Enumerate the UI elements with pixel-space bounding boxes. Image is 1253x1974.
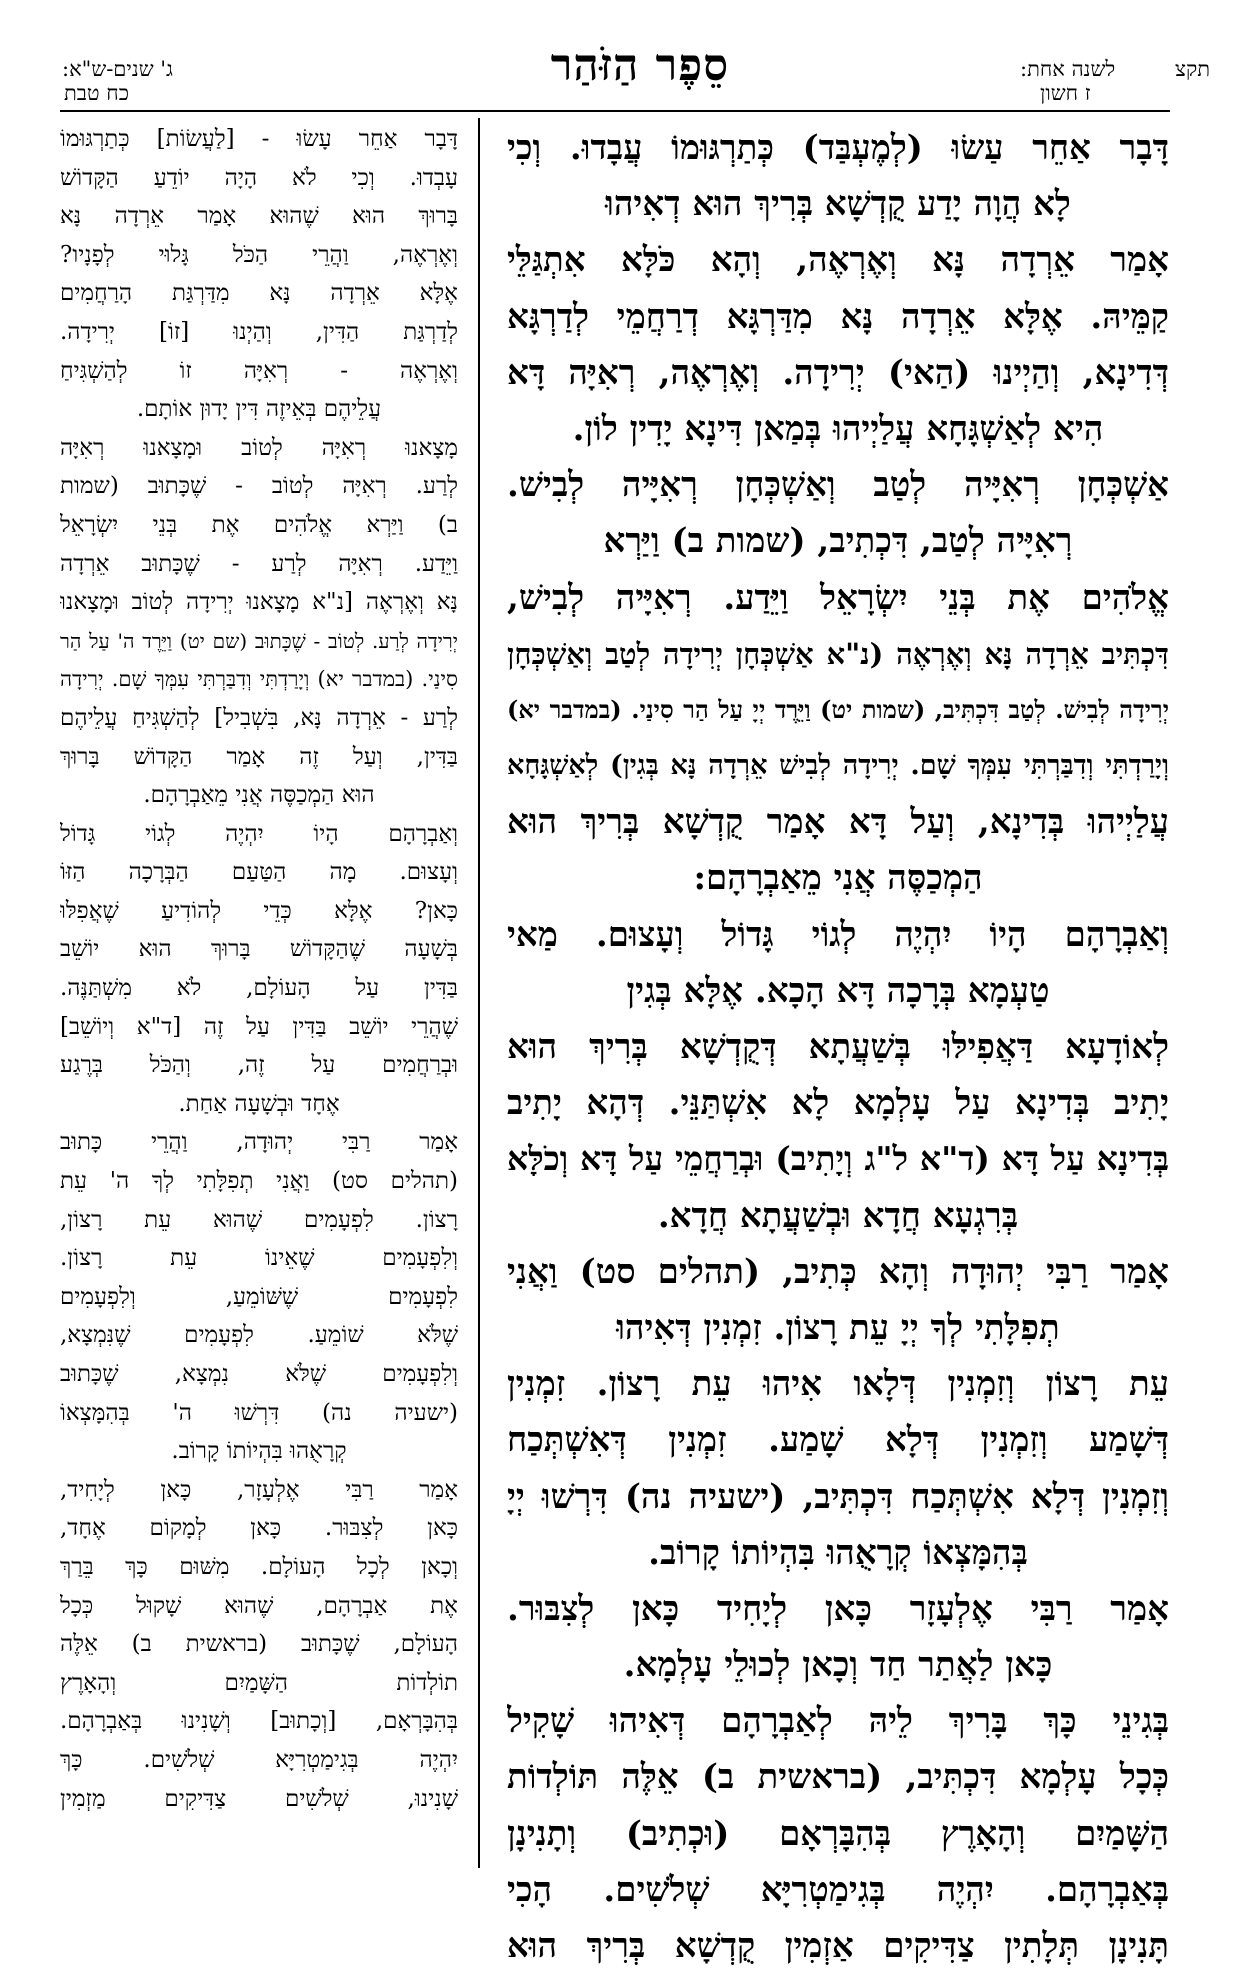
text-line: תְפִלָּתִי לְךָ יְיָ עֵת רָצוֹן. זִמְנִין דְּאִיהוּ xyxy=(616,1307,1060,1348)
text-line: שֶׁלֹּא שׁוֹמֵעַ. לִפְעָמִים שֶׁנִּמְצָא, xyxy=(60,1322,458,1349)
text-line: וְעָצוּם. מָה הַטַּעַם הַבְּרָכָה הַזּוֹ xyxy=(60,859,458,886)
text-line: מָצָאנוּ רְאִיָּה לְטוֹב וּמָצָאנוּ רְאִיָּה xyxy=(60,434,458,461)
text-line: דְּשָׁמַע וְזִמְנִין דְּלָא שָׁמַע. זִמְנִין דְּאִשְׁתְּכַח xyxy=(507,1420,1169,1461)
text-line: שָׁנִינוּ, שְׁלֹשִׁים צַדִּיקִים מַזְמִין xyxy=(60,1785,458,1812)
text-line: סִינַי. (במדבר יא) וְיָרַדְתִּי וְדִבַּרְתִּי עִמְּךָ שָׁם. יְרִידָה xyxy=(60,667,458,692)
text-line: עָבְדוּ. וְכִי לֹא הָיָה יוֹדֵעַ הַקָּדוֹשׁ xyxy=(60,164,458,191)
header-rule xyxy=(60,110,1170,112)
text-line: כָּאן לַאֲתַר חַד וְכָאן לְכוּלֵי עָלְמָא. xyxy=(623,1645,1053,1686)
text-line: אָמַר אֵרְדָה נָּא וְאֶרְאֶה, וְהָא כֹּלָּא אִתְגַּלֵּי xyxy=(507,240,1169,281)
text-line: קַמֵּיהּ. אֶלָּא אֵרְדָה נָּא מִדַּרְגָּא דְרַחֲמֵי לְדַרְגָּא xyxy=(507,296,1169,337)
text-line: בָּרוּךְ הוּא שֶׁהוּא אָמַר אֵרְדָה נָּא xyxy=(60,203,458,230)
text-line: וְכָאן לְכָל הָעוֹלָם. מִשּׁוּם כָּךְ בֵּרַךְ xyxy=(60,1553,458,1580)
text-line: בְּשָׁעָה שֶׁהַקָּדוֹשׁ בָּרוּךְ הוּא יוֹשֵׁב xyxy=(60,936,458,963)
text-line: וְלִפְעָמִים שֶׁלֹּא נִמְצָא, שֶׁכָּתוּב xyxy=(60,1361,458,1387)
text-line: וְאֶרְאֶה - רְאִיָּה זוֹ לְהַשְׁגִּיחַ xyxy=(60,357,458,384)
text-line: אָמַר רַבִּי אֶלְעָזָר כָּאן לְיָחִיד כָּאן לְצִבּוּר. xyxy=(507,1588,1169,1629)
text-line: עֲלַיְיהוּ בְּדִינָא, וְעַל דָּא אָמַר קֻדְשָׁא בְּרִיךְ הוּא xyxy=(507,802,1169,843)
text-line: בַּדִּין עַל הָעוֹלָם, לֹא מִשְׁתַּנֶּה. xyxy=(60,975,458,1002)
text-line: וְאֶרְאֶה, וַהֲרֵי הַכֹּל גָּלוּי לְפָנָיו? xyxy=(60,241,458,268)
text-line: אָמַר רַבִּי אֶלְעָזָר, כָּאן לְיָחִיד, xyxy=(60,1476,458,1503)
text-line: כָּאן? אֶלָּא כְּדֵי לְהוֹדִיעַ שֶׁאֲפִלּוּ xyxy=(60,897,458,924)
text-line: (תהלים סט) וַאֲנִי תְפִלָּתִי לְךָ ה' עֵת xyxy=(60,1168,458,1195)
text-line: וַיֵּדַע. רְאִיָּה לְרַע - שֶׁכָּתוּב אֵרְדָה xyxy=(60,550,458,577)
text-line: כָּאן לְצִבּוּר. כָּאן לְמָקוֹם אֶחָד, xyxy=(60,1515,458,1542)
text-line: אֱלֹהִים אֶת בְּנֵי יִשְׂרָאֵל וַיֵּדַע. רְאִיָּיה לְבִישׁ, xyxy=(507,577,1169,618)
text-line: רְאִיָּיה לְטַב, דִּכְתִיב, (שמות ב) וַיַּרְא xyxy=(603,521,1073,562)
text-line: אֶלָּא אֵרְדָה נָּא מִדַּרְגַּת הָרַחֲמִים xyxy=(60,280,458,307)
book-title: סֵפֶר הַזֹּהַר xyxy=(550,40,730,91)
text-line: לִפְעָמִים שֶׁשּׁוֹמֵעַ, וְלִפְעָמִים xyxy=(60,1283,458,1310)
text-line: הָעוֹלָם, שֶׁכָּתוּב (בראשית ב) אֵלֶּה xyxy=(60,1631,458,1658)
text-line: דָּבָר אַחֵר עַשׂוּ (לְמֶעְבַּד) כְּתַרְגּוּמוֹ עֲבָדוּ. וְכִי xyxy=(507,128,1169,168)
text-line: לְדַרְגַּת הַדִּין, וְהַיְנוּ [זוֹ] יְרִידָה. xyxy=(60,318,458,345)
text-line: יִהְיֶה בְּגִימַטְרִיָּא שְׁלֹשִׁים. כָּךְ xyxy=(60,1746,458,1773)
text-line: יְרִידָה לְבִישׁ. לְטַב דִּכְתִּיב, (שמות יט) וַיֵּרֶד יְיָ עַל הַר סִינַי. (במדבר יא) xyxy=(507,694,1169,724)
text-line: (ישעיה נה) דִּרְשׁוּ ה' בְּהִמָּצְאוֹ xyxy=(60,1399,458,1426)
text-line: וְלִפְעָמִים שֶׁאֵינוֹ עֵת רָצוֹן. xyxy=(60,1245,458,1272)
text-line: לְאוֹדָעָא דַּאֲפִילּוּ בְּשַׁעֲתָא דְּקֻדְשָׁא בְּרִיךְ הוּא xyxy=(507,1027,1169,1067)
text-line: בְּרִגְעָא חֲדָא וּבְשַׁעֲתָא חֲדָא. xyxy=(657,1195,1019,1236)
text-line: עֲלֵיהֶם בְּאֵיזֶה דִּין יָדוּן אוֹתָם. xyxy=(136,396,382,423)
text-line: בְּדִינָא עַל דָּא (ד"א ל"ג וְיָתִיב) וּבְרַחֲמֵי עַל דָּא וְכֹלָּא xyxy=(507,1139,1169,1179)
text-line: טַעְמָא בְּרָכָה דָּא הָכָא. אֶלָּא בְּגִין xyxy=(626,970,1050,1011)
text-line: הַמְכַסֶּה אֲנִי מֵאַבְרָהָם: xyxy=(693,858,983,899)
text-line: הוּא הַמְכַסֶּה אֲנִי מֵאַבְרָהָם. xyxy=(143,782,375,809)
text-line: דִּכְתִּיב אֵרְדָה נָּא וְאֶרְאֶה (נ"א אַשְׁכְּחָן יְרִידָה לְטַב וְאַשְׁכְּחָן xyxy=(507,636,1169,671)
text-line: אָמַר רַבִּי יְהוּדָה וְהָא כְּתִיב, (תהלים סט) וַאֲנִי xyxy=(507,1251,1169,1292)
reading-plan-label: לשנה אחת: xyxy=(1020,57,1116,81)
text-line: ב) וַיַּרְא אֱלֹהִים אֶת בְּנֵי יִשְׂרָאֵל xyxy=(60,511,458,538)
text-line: יְרִידָה לְרַע. לְטוֹב - שֶׁכָּתוּב (שם יט) וַיֵּרֶד ה' עַל הַר xyxy=(60,628,458,653)
text-line: וְיָרַדְתִּי וְדִבַּרְתִּי עִמְּךָ שָׁם. יְרִידָה לְבִישׁ אֵרְדָה נָּא בְּגִין) לְאַשְׁגָּחָא xyxy=(507,750,1169,782)
text-line: בְּגִינֵי כָּךְ בָּרִיךְ לֵיהּ לְאַבְרָהָם דְּאִיהוּ שָׁקִיל xyxy=(507,1701,1169,1742)
text-line: נָּא וְאֶרְאֶה [נ"א מָצָאנוּ יְרִידָה לְטוֹב וּמָצָאנוּ xyxy=(60,589,458,616)
text-line: תוֹלְדוֹת הַשָּׁמַיִם וְהָאָרֶץ xyxy=(60,1669,458,1696)
text-line: לְרַע. רְאִיָּה לְטוֹב - שֶׁכָּתוּב (שמות xyxy=(60,473,458,500)
text-line: הַשָּׁמַיִם וְהָאָרֶץ בְּהִבָּרְאָם (וּכְתִיב) וְתָנִינָן xyxy=(507,1813,1169,1854)
text-line: דְּדִינָא, וְהַיְינוּ (הַאי) יְרִידָה. וְאֶרְאֶה, רְאִיָּה דָּא xyxy=(507,352,1169,393)
text-line: יָתִיב בְּדִינָא עַל עָלְמָא לָא אִשְׁתַּנֵּי. דְּהָא יָתִיב xyxy=(507,1083,1169,1124)
text-line: קְרָאֻהוּ בִּהְיוֹתוֹ קָרוֹב. xyxy=(171,1438,347,1465)
text-line: תָּנִינָן תְּלָתִין צַדִּיקִים אַזְמִין קֻדְשָׁא בְּרִיךְ הוּא xyxy=(507,1926,1169,1966)
text-line: עֵת רָצוֹן וְזִמְנִין דְּלָאו אִיהוּ עֵת רָצוֹן. זִמְנִין xyxy=(507,1364,1169,1405)
text-line: אֶחָד וּבְשָׁעָה אַחַת. xyxy=(178,1090,340,1117)
column-divider xyxy=(478,118,480,1868)
text-line: רָצוֹן. לִפְעָמִים שֶׁהוּא עֵת רָצוֹן, xyxy=(60,1206,458,1233)
zohar-main-text xyxy=(507,120,1169,1974)
page-number: תקצ xyxy=(1175,57,1211,81)
text-line: וְאַבְרָהָם הָיוֹ יִהְיֶה לְגוֹי גָּדוֹל xyxy=(60,820,458,847)
text-line: אָמַר רַבִּי יְהוּדָה, וַהֲרֵי כָּתוּב xyxy=(60,1129,458,1156)
text-line: בְּאַבְרָהָם. יִהְיֶה בְּגִימַטְרִיָּא שְׁלֹשִׁים. הָכִי xyxy=(507,1869,1169,1910)
text-line: כְּכָל עָלְמָא דִּכְתִּיב, (בראשית ב) אֵלֶּה תּוֹלְדוֹת xyxy=(507,1757,1169,1798)
text-line: אֶת אַבְרָהָם, שֶׁהוּא שָׁקוּל כְּכָל xyxy=(60,1592,458,1619)
text-line: בְּהִמָּצְאוֹ קְרָאֻהוּ בִּהְיוֹתוֹ קָרוֹב. xyxy=(648,1532,1028,1573)
cycle-label: ג' שנים-ש"א: xyxy=(62,57,173,81)
reading-date-right: ז חשון xyxy=(1040,81,1091,105)
text-line: וְזִמְנִין דְּלָא אִשְׁתְּכַח דִּכְתִּיב, (ישעיה נה) דִּרְשׁוּ יְיָ xyxy=(507,1476,1169,1517)
text-line: אַשְׁכְּחָן רְאִיָּיה לְטַב וְאַשְׁכְּחָן רְאִיָּיה לְבִישׁ. xyxy=(507,465,1169,506)
text-line: דָּבָר אַחֵר עָשׂוּ - [לַעֲשׂוֹת] כְּתַרְגּוּמוֹ xyxy=(60,126,458,152)
reading-date-left: כח טבת xyxy=(64,81,129,105)
text-line: לָא הֲוָה יָדַע קֻדְשָׁא בְּרִיךְ הוּא דְאִיהוּ xyxy=(605,184,1071,225)
text-line: הִיא לְאַשְׁגָּחָא עֲלַיְיהוּ בְּמַאן דִּינָא יָדִין לוֹן. xyxy=(572,408,1104,449)
page-header xyxy=(0,0,1253,118)
text-line: וְאַבְרָהָם הָיוֹ יִהְיֶה לְגוֹי גָּדוֹל וְעָצוּם. מַאי xyxy=(507,914,1169,955)
text-line: בְּהִבָּרְאָם, [וְכָתוּב] וְשָׁנִינוּ בְּאַבְרָהָם. xyxy=(60,1708,458,1735)
text-line: בַּדִּין, וְעַל זֶה אָמַר הַקָּדוֹשׁ בָּרוּךְ xyxy=(60,743,458,770)
commentary-text xyxy=(60,120,458,1818)
text-line: שֶׁהֲרֵי יוֹשֵׁב בַּדִּין עַל זֶה [ד"א וְיוֹשֵׁב] xyxy=(60,1013,458,1040)
text-line: וּבְרַחֲמִים עַל זֶה, וְהַכֹּל בְּרֶגַע xyxy=(60,1052,458,1079)
text-line: לְרַע - אֵרְדָה נָּא, בִּשְׁבִיל] לְהַשְׁגִּיחַ עֲלֵיהֶם xyxy=(60,704,458,731)
